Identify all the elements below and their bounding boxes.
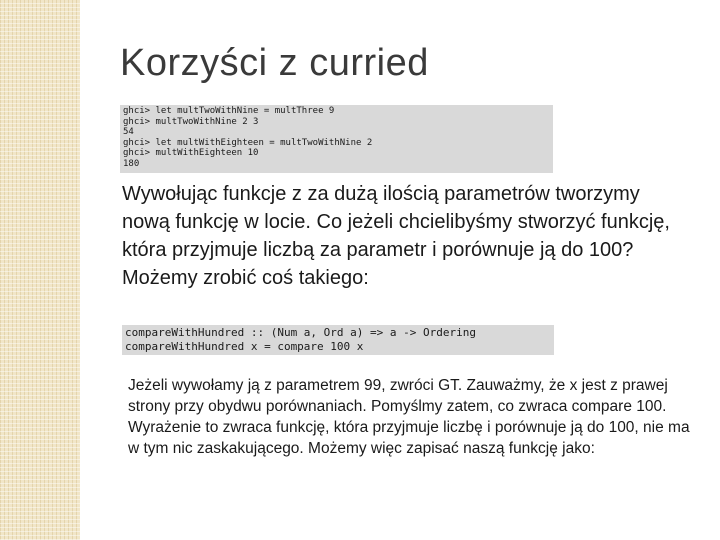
code-line: compareWithHundred :: (Num a, Ord a) => a -> Ordering [125,326,476,339]
followup-paragraph: Jeżeli wywołamy ją z parametrem 99, zwróci GT. Zauważmy, że x jest z prawej strony przy obydwu porównaniach. Pomyślmy zatem, co zwraca compare 100. Wyrażenie to zwraca funkcję, która przyjmuje liczbę i porównuje ją do 100, nie ma w tym nic zaskakującego. Możemy więc zapisać naszą funkcję jako: [128,377,690,457]
code-line: ghci> multTwoWithNine 2 3 [123,116,259,127]
explanation-paragraph: Wywołując funkcje z za dużą ilością parametrów tworzymy nową funkcję w locie. Co jeżeli chcielibyśmy stworzyć funkcję, która przyjmuje liczbą za parametr i porównuje ją do 100? Możemy zrobić coś takiego: [122,183,670,289]
code-line: 54 [123,127,134,138]
code-line: ghci> let multWithEighteen = multTwoWithNine 2 [123,137,373,148]
ghci-code-snippet [120,105,553,173]
code-line: compareWithHundred x = compare 100 x [125,340,364,353]
code-line: 180 [123,158,140,169]
code-line: ghci> multWithEighteen 10 [123,148,259,159]
code-line: ghci> let multTwoWithNine = multThree 9 [123,106,335,116]
slide-title: Korzyści z curried [120,42,429,84]
decorative-sidebar [0,0,80,540]
compare-code-snippet [122,325,554,355]
